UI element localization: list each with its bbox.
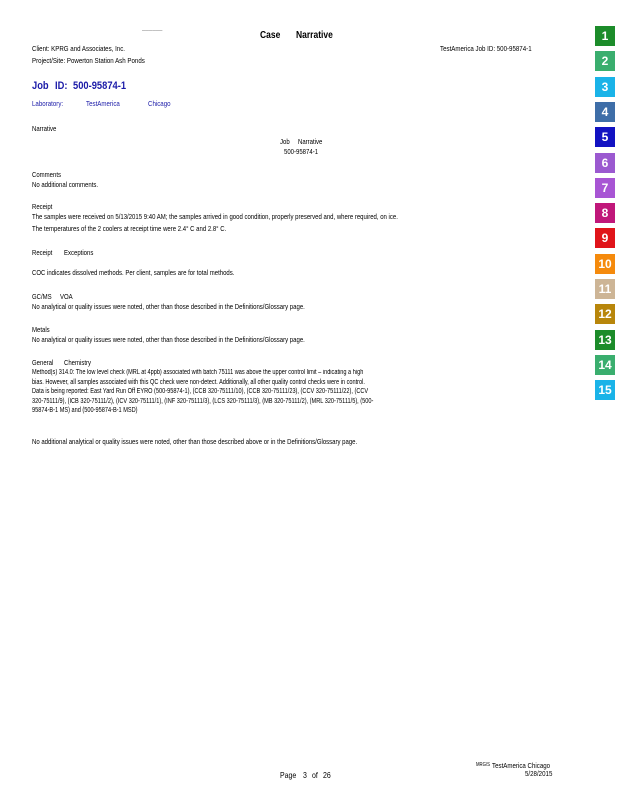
laboratory-city: Chicago bbox=[148, 99, 171, 108]
section-tab-8[interactable]: 8 bbox=[595, 203, 615, 223]
exceptions-text: COC indicates dissolved methods. Per client, samples are for total methods. bbox=[32, 268, 235, 277]
job-label: Job bbox=[32, 80, 49, 92]
section-tab-3[interactable]: 3 bbox=[595, 77, 615, 97]
metals-text: No analytical or quality issues were noted, other than those described in the Definitions/Glossary page. bbox=[32, 335, 305, 344]
general-title-1: General bbox=[32, 358, 54, 367]
laboratory-label: Laboratory: bbox=[32, 99, 64, 108]
case-title: Case bbox=[260, 30, 281, 41]
footer-date: 5/28/2015 bbox=[525, 769, 553, 778]
gcms-text: No analytical or quality issues were noted, other than those described in the Definitions/Glossary page. bbox=[32, 302, 305, 311]
page-label: Page bbox=[280, 770, 297, 780]
section-tab-15[interactable]: 15 bbox=[595, 380, 615, 400]
center-narrative: Narrative bbox=[298, 137, 323, 146]
section-tab-1[interactable]: 1 bbox=[595, 26, 615, 46]
gcms-title-1: GC/MS bbox=[32, 292, 52, 301]
gcms-title-2: VOA bbox=[60, 292, 73, 301]
section-tab-10[interactable]: 10 bbox=[595, 254, 615, 274]
page-of: of bbox=[312, 770, 318, 780]
laboratory-name: TestAmerica bbox=[86, 99, 120, 108]
exceptions-title-2: Exceptions bbox=[64, 248, 94, 257]
general-title-2: Chemistry bbox=[64, 358, 92, 367]
footer-lab-prefix: MRG/S bbox=[476, 762, 490, 768]
section-tab-5[interactable]: 5 bbox=[595, 127, 615, 147]
client-name: Client: KPRG and Associates, Inc. bbox=[32, 44, 125, 53]
section-tab-6[interactable]: 6 bbox=[595, 153, 615, 173]
general-chemistry-text: Method(s) 314.0: The low level check (MRL at 4ppb) associated with batch 75111 was above the upper control limit – indicating a high bias. However, all samples associated with this QC check were non-detect. Additionally, all other quality control checks were in control. Data is being reported: East Yard Run Off EYRO (500-95874-1), (CCB 320-75111/10), (CCB 320-75111/23), (CCV 320-75111/22), (CCV 320-75111/9), (ICB 320-75111/2), (ICV 320-75111/1), (INF 320-75111/3), (LCS 320-75111/3), (MB 320-75111/2), (MRL 320-75111/5), (500-95874-B-1 MS) and (500-95874-B-1 MSD) bbox=[32, 369, 374, 414]
comments-title: Comments bbox=[32, 170, 62, 179]
final-text: No additional analytical or quality issues were noted, other than those described above or in the Definitions/Glossary page. bbox=[32, 437, 358, 446]
project-site: Project/Site: Powerton Station Ash Ponds bbox=[32, 56, 145, 65]
section-tab-12[interactable]: 12 bbox=[595, 304, 615, 324]
section-tab-9[interactable]: 9 bbox=[595, 228, 615, 248]
top-mark: —————— bbox=[142, 27, 163, 32]
comments-text: No additional comments. bbox=[32, 180, 99, 189]
section-tab-14[interactable]: 14 bbox=[595, 355, 615, 375]
narrative-label: Narrative bbox=[32, 124, 57, 133]
section-tab-4[interactable]: 4 bbox=[595, 102, 615, 122]
receipt-text-1: The samples were received on 5/13/2015 9:40 AM; the samples arrived in good condition, properly preserved and, where required, on ice. bbox=[32, 212, 398, 221]
job-id-label: ID: bbox=[55, 80, 68, 92]
metals-title: Metals bbox=[32, 325, 50, 334]
section-tab-7[interactable]: 7 bbox=[595, 178, 615, 198]
narrative-title: Narrative bbox=[296, 30, 333, 41]
page-total: 26 bbox=[323, 770, 331, 780]
center-job-id: 500-95874-1 bbox=[284, 147, 319, 156]
section-tab-11[interactable]: 11 bbox=[595, 279, 615, 299]
job-id-value: 500-95874-1 bbox=[73, 80, 127, 92]
exceptions-title-1: Receipt bbox=[32, 248, 53, 257]
section-tab-13[interactable]: 13 bbox=[595, 330, 615, 350]
receipt-text-2: The temperatures of the 2 coolers at receipt time were 2.4° C and 2.8° C. bbox=[32, 224, 227, 233]
receipt-title: Receipt bbox=[32, 202, 53, 211]
page-number: 3 bbox=[303, 770, 307, 780]
center-job: Job bbox=[280, 137, 290, 146]
footer-lab: TestAmerica Chicago bbox=[492, 761, 551, 770]
lab-job-id: TestAmerica Job ID: 500-95874-1 bbox=[440, 44, 532, 53]
section-tab-2[interactable]: 2 bbox=[595, 51, 615, 71]
